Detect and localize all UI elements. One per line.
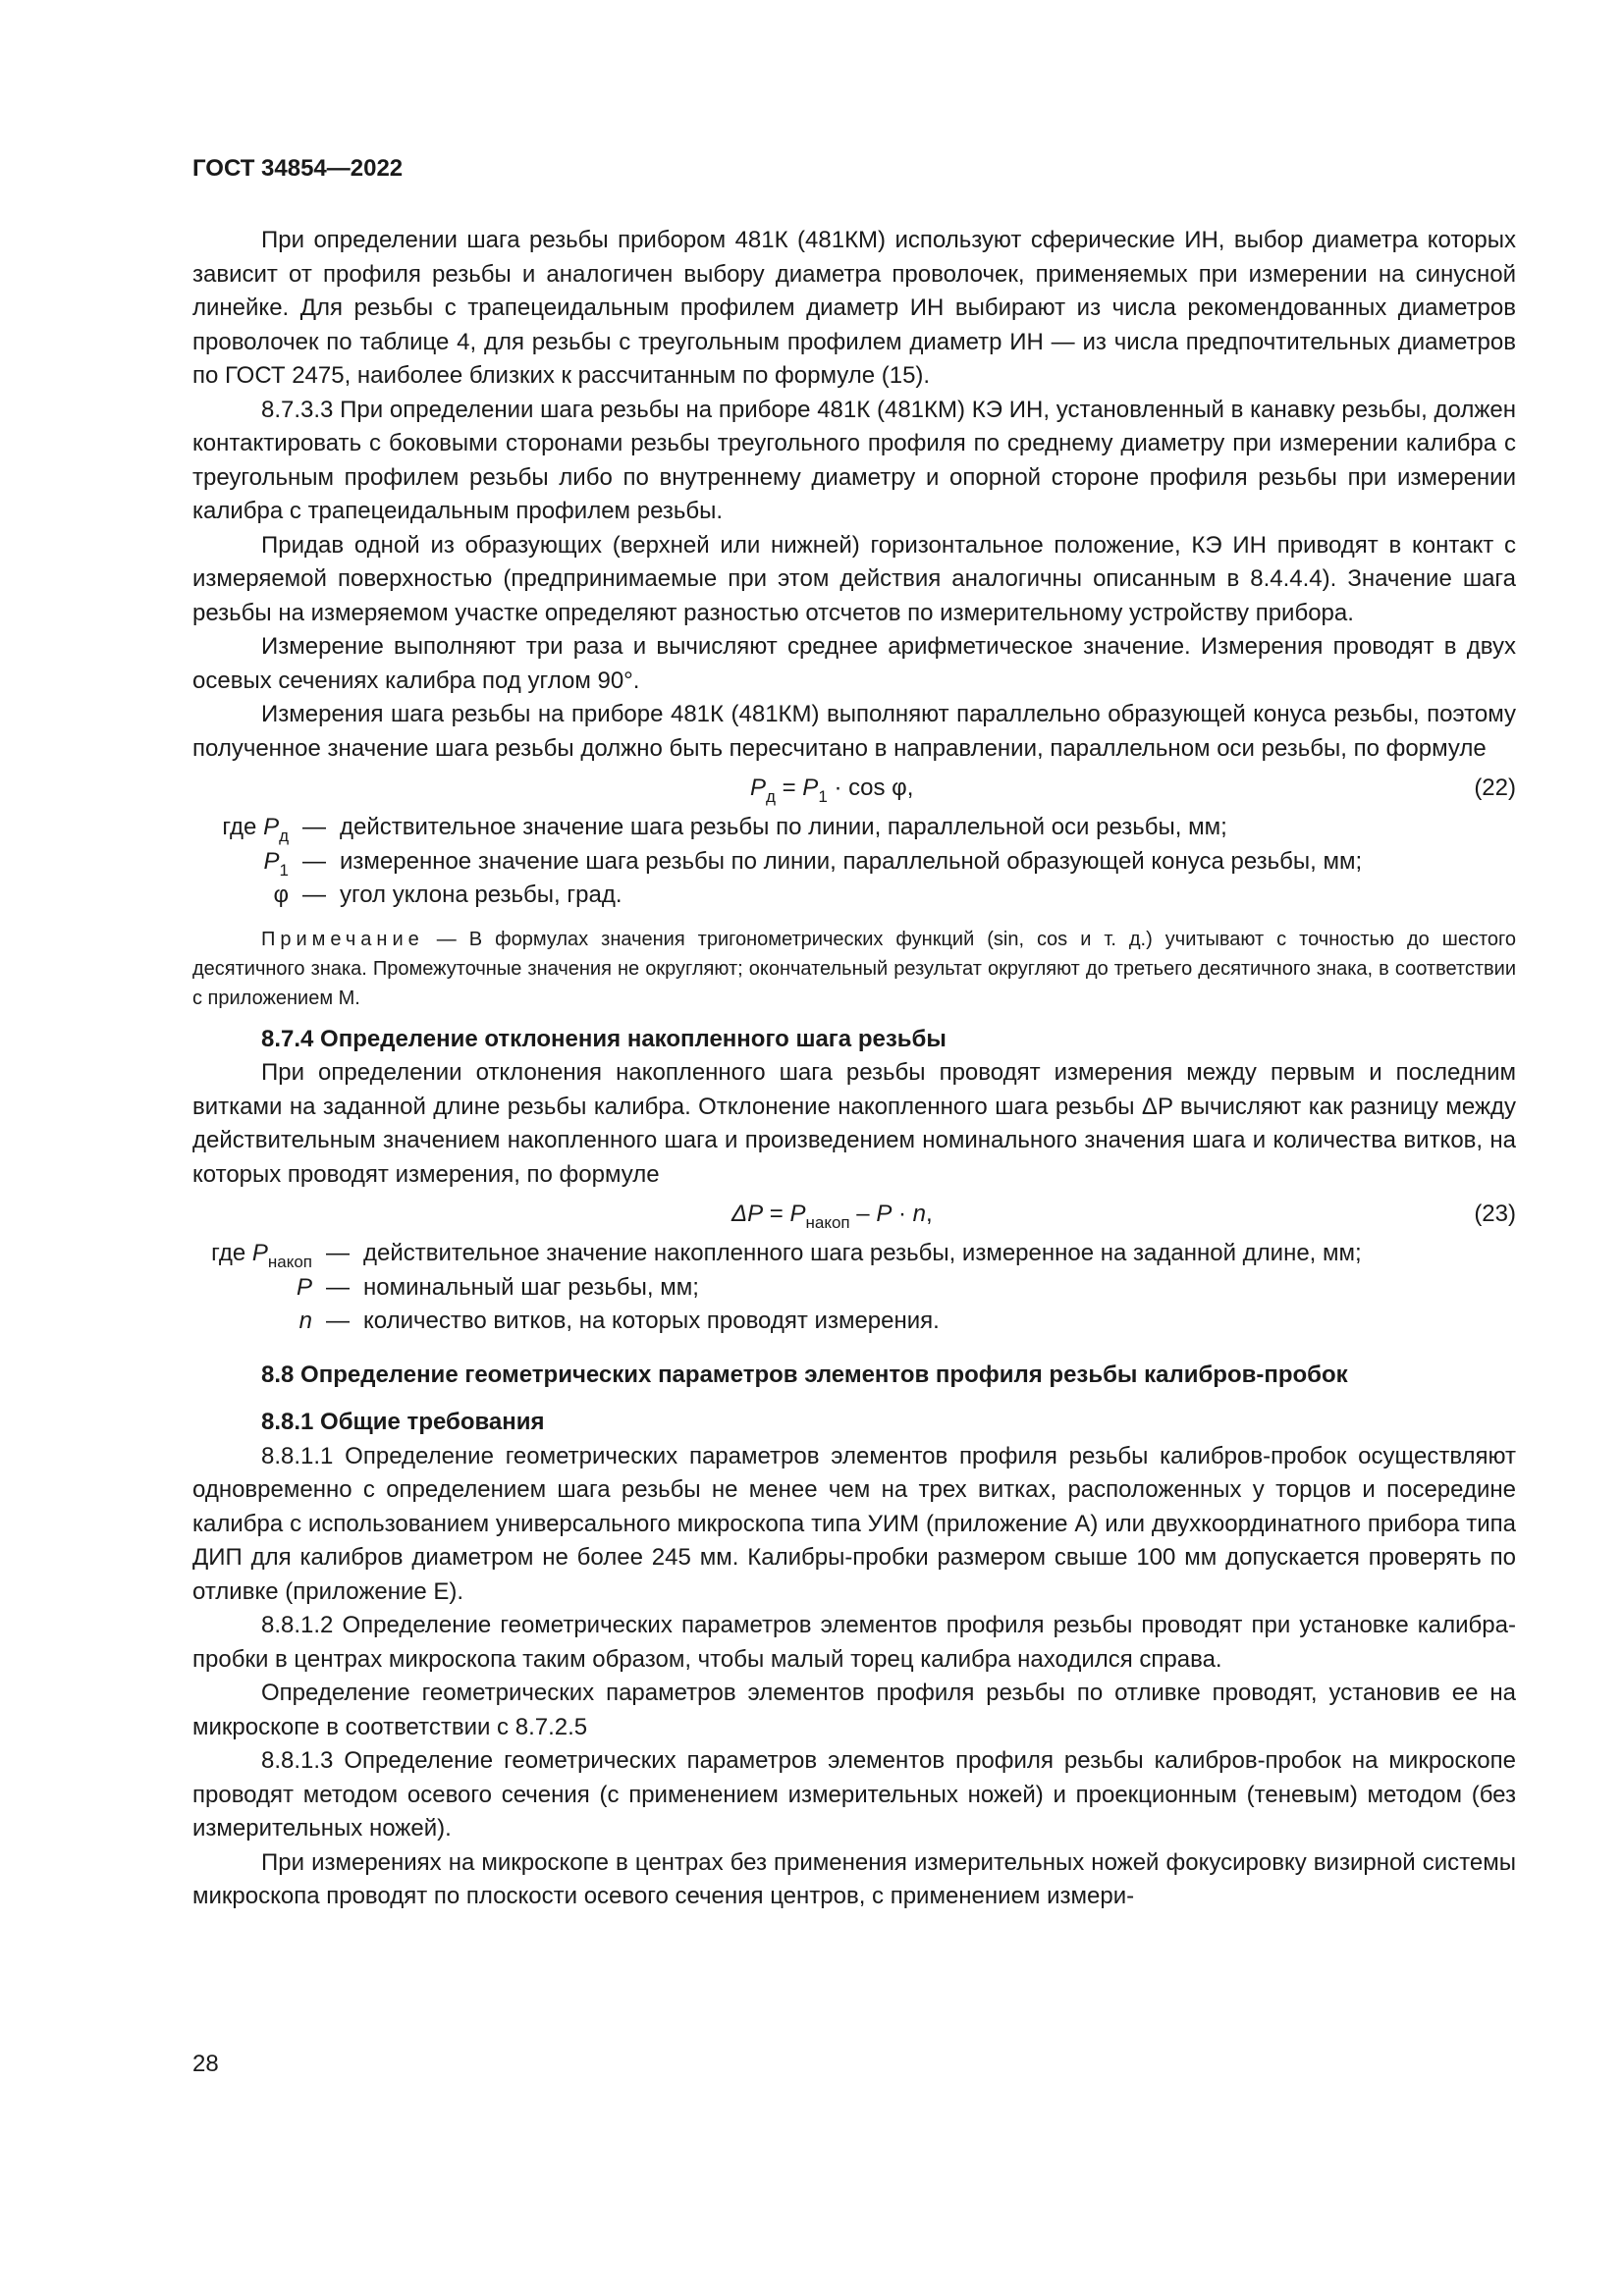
where-row: где $P_д$ — действительное значение шага резьбы по линии, параллельной оси резьбы, мм; [222, 814, 1227, 845]
paragraph: Определение геометрических параметров элементов профиля резьбы по отливке проводят, установив ее на микроскопе в соответствии с 8.7.2.5 [192, 1680, 1516, 1740]
section-heading-8-8: 8.8 Определение геометрических параметров элементов профиля резьбы калибров-пробок [261, 1361, 1348, 1388]
paragraph: Измерения шага резьбы на приборе 481К (481КМ) выполняют параллельно образующей конуса резьбы, поэтому полученное значение шага резьбы должно быть пересчитано в направлении, параллельном оси резьбы, по формуле [192, 701, 1516, 762]
note-text: — В формулах значения тригонометрических функций (sin, cos и т. д.) учитывают с точностью до шестого десятичного знака. Промежуточные значения не округляют; окончательный результат округляют до третьего десятичного знака, в соответствии с приложением М. [192, 928, 1516, 1009]
document-body [192, 224, 1516, 1914]
paragraph: 8.8.1.2 Определение геометрических параметров элементов профиля резьбы проводят при установке калибра-пробки в центрах микроскопа таким образом, чтобы малый торец калибра находился справа. [192, 1612, 1516, 1673]
where-row: n — количество витков, на которых проводят измерения. [298, 1308, 940, 1334]
formula-number: (22) [1474, 774, 1516, 801]
formula-22 [192, 768, 1516, 809]
formula-23 [192, 1194, 1516, 1235]
where-row: где $P_{накоп}$ — действительное значение накопленного шага резьбы, измеренное на заданной длине, мм; [211, 1240, 1362, 1271]
section-heading-8-7-4: 8.7.4 Определение отклонения накопленного шага резьбы [261, 1025, 947, 1052]
paragraph: 8.8.1.1 Определение геометрических параметров элементов профиля резьбы калибров-пробок осуществляют одновременно с определением шага резьбы не менее чем на трех витках, расположенных у торцов и посередине калибра с использованием универсального микроскопа типа УИМ (приложение А) или двухкоординатного прибора типа ДИП для калибров диаметром не более 245 мм. Калибры-пробки размером свыше 100 мм допускается проверять по отливке (приложение Е). [192, 1442, 1516, 1605]
where-block-22 [192, 811, 1516, 913]
paragraph: При определении шага резьбы прибором 481К (481КМ) используют сферические ИН, выбор диаметра которых зависит от профиля резьбы и аналогичен выбору диаметра проволочек, применяемых при измерении на синусной линейке. Для резьбы с трапецеидальным профилем диаметр ИН выбирают из числа рекомендованных диаметров проволочек по таблице 4, для резьбы с треугольным профилем диаметр ИН — из числа предпочтительных диаметров по ГОСТ 2475, наиболее близких к рассчитанным по формуле (15). [192, 227, 1516, 389]
paragraph: При измерениях на микроскопе в центрах без применения измерительных ножей фокусировку визирной системы микроскопа проводят по плоскости осевого сечения центров, с применением измери- [192, 1848, 1516, 1909]
note [192, 925, 1516, 1013]
paragraph: 8.8.1.3 Определение геометрических параметров элементов профиля резьбы калибров-пробок на микроскопе проводят методом осевого сечения (с применением измерительных ножей) и проекционным (теневым) методом (без измерительных ножей). [192, 1747, 1516, 1842]
section-heading-8-8-1: 8.8.1 Общие требования [261, 1409, 545, 1435]
formula-expression: $\Delta P = P_{накоп} - P \cdot n$, [731, 1201, 933, 1232]
page-number: 28 [192, 2051, 219, 2077]
where-row: φ — угол уклона резьбы, град. [273, 881, 623, 908]
formula-number: (23) [1474, 1201, 1516, 1227]
where-block-23 [192, 1237, 1516, 1339]
paragraph: При определении отклонения накопленного шага резьбы проводят измерения между первым и последним витками на заданной длине резьбы калибра. Отклонение накопленного шага резьбы ΔP вычисляют как разницу между действительным значением накопленного шага и произведением номинального значения шага и количества витков, на которых проводят измерения, по формуле [192, 1059, 1516, 1188]
where-row: $P_1$ — измеренное значение шага резьбы по линии, параллельной образующей конуса резьбы, мм; [263, 847, 1363, 880]
paragraph: Измерение выполняют три раза и вычисляют среднее арифметическое значение. Измерения проводят в двух осевых сечениях калибра под углом 90°. [192, 633, 1516, 694]
paragraph: Придав одной из образующих (верхней или нижней) горизонтальное положение, КЭ ИН приводят в контакт с измеряемой поверхностью (предпринимаемые при этом действия аналогичны описанным в 8.4.4.4). Значение шага резьбы на измеряемом участке определяют разностью отсчетов по измерительному устройству прибора. [192, 531, 1516, 626]
document-header: ГОСТ 34854—2022 [192, 155, 404, 182]
note-label: Примечание [261, 928, 424, 950]
where-row: P — номинальный шаг резьбы, мм; [296, 1273, 699, 1301]
paragraph: 8.7.3.3 При определении шага резьбы на приборе 481К (481КМ) КЭ ИН, установленный в канавку резьбы, должен контактировать с боковыми сторонами резьбы треугольного профиля по среднему диаметру при измерении калибра с треугольным профилем резьбы либо по внутреннему диаметру и опорной стороне профиля резьбы при измерении калибра с трапецеидальным профилем резьбы. [192, 396, 1516, 524]
formula-expression: $P_д = P_1 \cdot \cos \varphi$, [750, 774, 914, 806]
